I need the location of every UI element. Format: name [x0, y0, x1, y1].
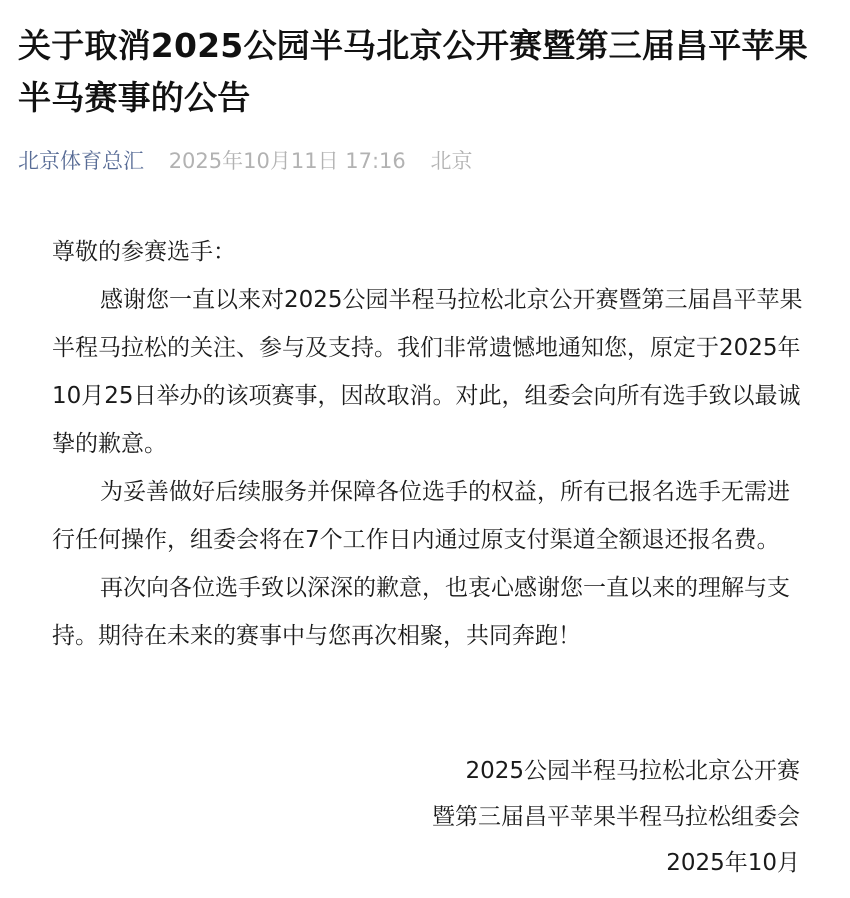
greeting: 尊敬的参赛选手： [52, 239, 236, 265]
publish-location: 北京 [430, 149, 473, 173]
publish-datetime: 2025年10月11日 17:16 [168, 149, 406, 173]
signature-organizer-line1: 2025公园半程马拉松北京公开赛 [465, 758, 800, 784]
paragraph-apology: 感谢您一直以来对2025公园半程马拉松北京公开赛暨第三届昌平苹果半程马拉松的关注、参与及支持。我们非常遗憾地通知您，原定于2025年10月25日举办的该项赛事，因故取消。对此，组委会向所有选手致以最诚挚的歉意。 [52, 287, 803, 457]
signature-organizer-line2: 暨第三届昌平苹果半程马拉松组委会 [432, 804, 800, 830]
article-title: 关于取消2025公园半马北京公开赛暨第三届昌平苹果半马赛事的公告 [18, 26, 808, 117]
signature-date: 2025年10月 [666, 850, 800, 876]
paragraph-closing: 再次向各位选手致以深深的歉意，也衷心感谢您一直以来的理解与支持。期待在未来的赛事中与您再次相聚，共同奔跑！ [52, 575, 790, 649]
paragraph-refund: 为妥善做好后续服务并保障各位选手的权益，所有已报名选手无需进行任何操作，组委会将在7个工作日内通过原支付渠道全额退还报名费。 [52, 479, 790, 553]
article-body [52, 228, 812, 660]
article-meta [18, 143, 472, 179]
source-account-link[interactable]: 北京体育总汇 [18, 149, 144, 173]
signature-block [432, 748, 800, 886]
